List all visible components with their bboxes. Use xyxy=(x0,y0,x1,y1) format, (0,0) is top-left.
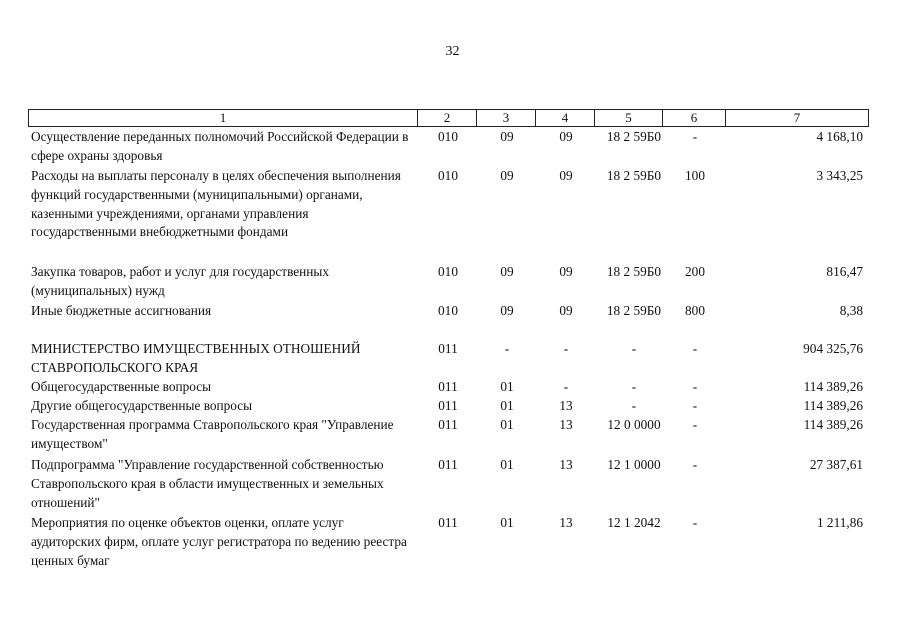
row-amount: 3 343,25 xyxy=(816,168,863,183)
row-expense-type: 800 xyxy=(685,303,705,318)
row-expense-type: - xyxy=(692,515,698,530)
row-amount: 904 325,76 xyxy=(803,341,863,356)
row-subsection: 13 xyxy=(559,457,573,472)
row-target-article: 12 0 0000 xyxy=(607,417,661,432)
row-subsection: 09 xyxy=(559,168,573,183)
row-subsection: - xyxy=(563,341,569,356)
row-amount: 27 387,61 xyxy=(809,457,863,472)
column-header-3: 3 xyxy=(477,110,536,127)
row-section: 01 xyxy=(500,417,514,432)
row-name: Мероприятия по оценке объектов оценки, оплате услуг аудиторских фирм, оплате услуг регистратора по ведению реестра ценных бумаг xyxy=(31,515,407,568)
row-code: 010 xyxy=(438,303,458,318)
row-amount: 114 389,26 xyxy=(803,398,863,413)
column-header-5: 5 xyxy=(595,110,663,127)
row-target-article: - xyxy=(631,398,637,413)
row-subsection: 13 xyxy=(559,417,573,432)
column-header-2: 2 xyxy=(418,110,477,127)
row-subsection: 09 xyxy=(559,129,573,144)
row-amount: 4 168,10 xyxy=(816,129,863,144)
row-expense-type: - xyxy=(692,379,698,394)
row-expense-type: 100 xyxy=(685,168,705,183)
row-expense-type: - xyxy=(692,398,698,413)
row-code: 010 xyxy=(438,264,458,279)
row-section: 01 xyxy=(500,398,514,413)
row-code: 011 xyxy=(438,398,458,413)
row-amount: 114 389,26 xyxy=(803,379,863,394)
row-target-article: - xyxy=(631,341,637,356)
row-code: 010 xyxy=(438,168,458,183)
row-name: Осуществление переданных полномочий Российской Федерации в сфере охраны здоровья xyxy=(31,129,409,163)
row-name: Расходы на выплаты персоналу в целях обеспечения выполнения функций государственными (муниципальными) органами, казенными учреждениями, органами управления государственными внебюджетными фондами xyxy=(31,168,401,240)
row-section: - xyxy=(504,341,510,356)
row-expense-type: - xyxy=(692,341,698,356)
column-header-7: 7 xyxy=(726,110,869,127)
row-name: Другие общегосударственные вопросы xyxy=(31,398,253,413)
row-section: 09 xyxy=(500,168,514,183)
row-target-article: 18 2 59Б0 xyxy=(606,129,662,144)
row-target-article: 12 1 0000 xyxy=(607,457,661,472)
column-header-6: 6 xyxy=(663,110,726,127)
row-subsection: 13 xyxy=(559,515,573,530)
row-subsection: 09 xyxy=(559,264,573,279)
row-code: 011 xyxy=(438,417,458,432)
row-target-article: 18 2 59Б0 xyxy=(606,168,662,183)
row-code: 011 xyxy=(438,379,458,394)
column-header-4: 4 xyxy=(536,110,595,127)
column-header-table xyxy=(28,109,869,127)
row-code: 011 xyxy=(438,341,458,356)
row-name: Подпрограмма "Управление государственной собственностью Ставропольского края в области имущественных и земельных отношений" xyxy=(31,457,384,510)
row-target-article: 18 2 59Б0 xyxy=(606,264,662,279)
row-section: 01 xyxy=(500,457,514,472)
row-name: Иные бюджетные ассигнования xyxy=(31,303,212,318)
row-code: 010 xyxy=(438,129,458,144)
row-code: 011 xyxy=(438,515,458,530)
row-amount: 1 211,86 xyxy=(816,515,863,530)
row-section: 01 xyxy=(500,515,514,530)
row-amount: 816,47 xyxy=(826,264,863,279)
row-expense-type: - xyxy=(692,417,698,432)
row-target-article: 12 1 2042 xyxy=(607,515,661,530)
row-subsection: 09 xyxy=(559,303,573,318)
column-header-1: 1 xyxy=(29,110,418,127)
row-name: Закупка товаров, работ и услуг для государственных (муниципальных) нужд xyxy=(31,264,329,298)
row-amount: 8,38 xyxy=(839,303,863,318)
row-expense-type: - xyxy=(692,129,698,144)
row-target-article: 18 2 59Б0 xyxy=(606,303,662,318)
page-number: 32 xyxy=(445,44,460,59)
row-expense-type: 200 xyxy=(685,264,705,279)
row-section: 09 xyxy=(500,303,514,318)
row-section: 01 xyxy=(500,379,514,394)
row-name: МИНИСТЕРСТВО ИМУЩЕСТВЕННЫХ ОТНОШЕНИЙ СТАВРОПОЛЬСКОГО КРАЯ xyxy=(31,341,361,375)
row-expense-type: - xyxy=(692,457,698,472)
row-code: 011 xyxy=(438,457,458,472)
row-subsection: 13 xyxy=(559,398,573,413)
row-name: Государственная программа Ставропольского края "Управление имуществом" xyxy=(31,417,394,451)
row-name: Общегосударственные вопросы xyxy=(31,379,212,394)
row-amount: 114 389,26 xyxy=(803,417,863,432)
row-target-article: - xyxy=(631,379,637,394)
row-section: 09 xyxy=(500,129,514,144)
row-subsection: - xyxy=(563,379,569,394)
row-section: 09 xyxy=(500,264,514,279)
